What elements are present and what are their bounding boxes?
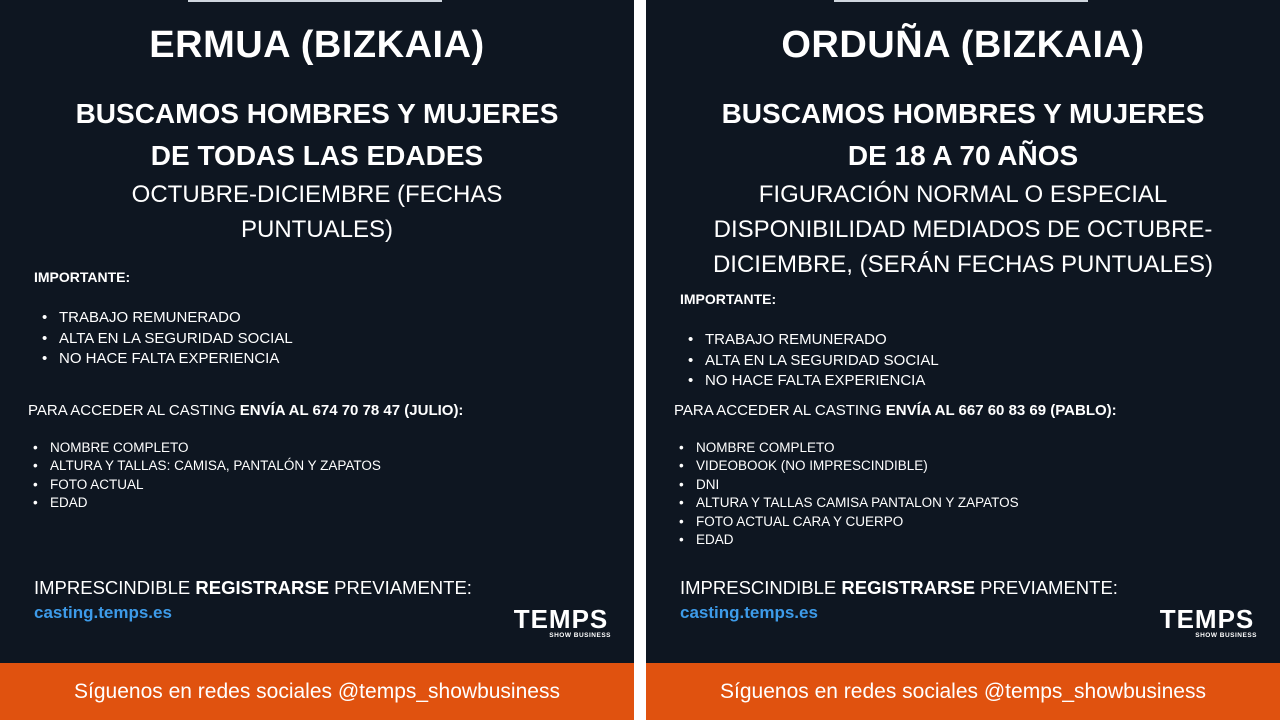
- logo-subtitle: SHOW BUSINESS: [549, 632, 611, 639]
- list-item: • NO HACE FALTA EXPERIENCIA: [34, 349, 293, 370]
- casting-link[interactable]: casting.temps.es: [34, 603, 172, 622]
- temps-logo-icon: [511, 602, 611, 642]
- social-footer-bar: Síguenos en redes sociales @temps_showbusiness: [0, 663, 634, 720]
- poster-orduna: [646, 0, 1280, 720]
- headline-line-2: DE 18 A 70 AÑOS: [847, 140, 1079, 171]
- casting-link[interactable]: casting.temps.es: [680, 603, 818, 622]
- list-item: • FOTO ACTUAL: [25, 476, 381, 494]
- poster-ermua: [0, 0, 634, 720]
- headline-line-1: BUSCAMOS HOMBRES Y MUJERES: [75, 98, 559, 129]
- list-item: • VIDEOBOOK (NO IMPRESCINDIBLE): [671, 457, 1019, 475]
- top-divider: [188, 0, 442, 2]
- access-instructions: [674, 402, 1117, 419]
- register-notice: [680, 577, 1118, 599]
- headline-line-1: BUSCAMOS HOMBRES Y MUJERES: [721, 98, 1205, 129]
- list-item: • NOMBRE COMPLETO: [671, 439, 1019, 457]
- social-footer-bar: Síguenos en redes sociales @temps_showbusiness: [646, 663, 1280, 720]
- subtitle-line-2: PUNTUALES): [240, 216, 394, 243]
- access-prefix: PARA ACCEDER AL CASTING: [28, 402, 240, 419]
- submission-items-list: [25, 439, 381, 513]
- logo-word: TEMPS: [1159, 604, 1255, 634]
- list-item: • TRABAJO REMUNERADO: [34, 308, 293, 329]
- city-title: ERMUA (BIZKAIA): [149, 24, 485, 66]
- list-item: • NOMBRE COMPLETO: [25, 439, 381, 457]
- subtitle-line-1: OCTUBRE-DICIEMBRE (FECHAS: [131, 181, 503, 208]
- list-item: • DNI: [671, 476, 1019, 494]
- important-label: IMPORTANTE:: [680, 291, 777, 307]
- register-suffix: PREVIAMENTE:: [975, 577, 1118, 598]
- important-label: IMPORTANTE:: [34, 269, 131, 285]
- list-item: • FOTO ACTUAL CARA Y CUERPO: [671, 513, 1019, 531]
- access-phone: ENVÍA AL 667 60 83 69 (PABLO):: [885, 402, 1117, 419]
- logo-subtitle: SHOW BUSINESS: [1195, 632, 1257, 639]
- register-bold: REGISTRARSE: [841, 577, 976, 598]
- list-item: • ALTURA Y TALLAS: CAMISA, PANTALÓN Y ZAPATOS: [25, 457, 381, 475]
- list-item: • ALTURA Y TALLAS CAMISA PANTALON Y ZAPATOS: [671, 494, 1019, 512]
- list-item: • ALTA EN LA SEGURIDAD SOCIAL: [34, 329, 293, 350]
- top-divider: [834, 0, 1088, 2]
- list-item: • EDAD: [25, 494, 381, 512]
- temps-logo-icon: [1157, 602, 1257, 642]
- access-phone: ENVÍA AL 674 70 78 47 (JULIO):: [239, 402, 464, 419]
- logo-word: TEMPS: [513, 604, 609, 634]
- list-item: • ALTA EN LA SEGURIDAD SOCIAL: [680, 351, 939, 372]
- submission-items-list: [671, 439, 1019, 549]
- register-bold: REGISTRARSE: [195, 577, 330, 598]
- subtitle-line-2: DISPONIBILIDAD MEDIADOS DE OCTUBRE-: [713, 216, 1213, 243]
- list-item: • NO HACE FALTA EXPERIENCIA: [680, 371, 939, 392]
- access-prefix: PARA ACCEDER AL CASTING: [674, 402, 886, 419]
- register-notice: [34, 577, 472, 599]
- list-item: • TRABAJO REMUNERADO: [680, 330, 939, 351]
- list-item: • EDAD: [671, 531, 1019, 549]
- subtitle-line-3: DICIEMBRE, (SERÁN FECHAS PUNTUALES): [712, 251, 1214, 278]
- requirements-list: [34, 308, 293, 370]
- headline-line-2: DE TODAS LAS EDADES: [150, 140, 484, 171]
- subtitle-line-1: FIGURACIÓN NORMAL O ESPECIAL: [758, 181, 1168, 208]
- access-instructions: [28, 402, 463, 419]
- city-title: ORDUÑA (BIZKAIA): [781, 24, 1145, 66]
- register-suffix: PREVIAMENTE:: [329, 577, 472, 598]
- register-prefix: IMPRESCINDIBLE: [680, 577, 842, 598]
- register-prefix: IMPRESCINDIBLE: [34, 577, 196, 598]
- requirements-list: [680, 330, 939, 392]
